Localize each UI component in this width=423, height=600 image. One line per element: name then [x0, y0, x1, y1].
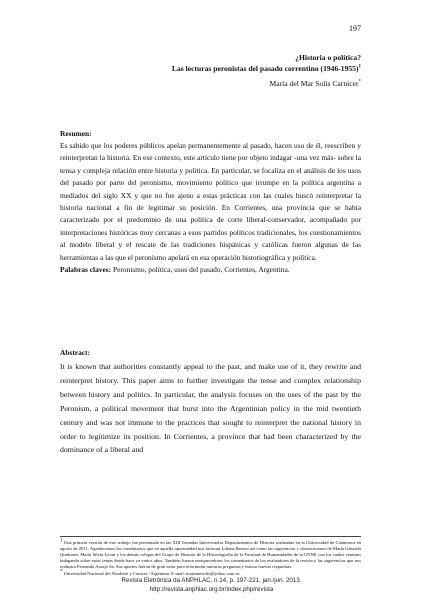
keywords-label: Palabras claves: — [60, 265, 112, 275]
author-name-text: María del Mar Solís Carnicer — [269, 79, 359, 88]
footnote-1 — [60, 540, 361, 570]
author-name — [40, 78, 361, 89]
footnote-author-text: Universidad Nacional del Nordeste y Conicet / Argentina. E-mail: marimarsolis@yahoo.com.ar. — [63, 571, 241, 576]
footnote-ref-1[interactable]: 1 — [358, 64, 361, 70]
abstract-heading: Abstract: — [60, 348, 90, 357]
journal-citation: Revista Eletrônica da ANPHLAC, n.14, p. 197-221, jan./jun. 2013. — [121, 577, 302, 584]
article-title: ¿Historia o política? — [295, 53, 361, 62]
resumen-text: Es sabido que los poderes públicos apelan permanentemente al pasado, hacen uso de él, reescriben y reinterpretan la historia. En ese contexto, este artículo tiene por objeto indagar -una vez más- sobre la tensa y compleja relación entre historia y política. En particular, se focaliza en el análisis de los usos del pasado por parte del peronismo, movimiento político que irrumpe en la política argentina a mediados del siglo XX y que no fue ajeno a estas prácticas con las cuales buscó reinterpretar la historia nacional a fin de legitimar su posición. En Corrientes, una provincia que se había caracterizado por el predominio de una política de corte liberal-conservador, acompañado por interpretaciones históricas muy cercanas a esos partidos políticos tradicionales, los cuestionamientos al modelo liberal y el rescate de las tradiciones hispánicas y católicas fueron algunas de las herramientas a las que el peronismo apelará en esa operación historiográfica y política. — [60, 141, 361, 262]
resumen-heading: Resumen: — [60, 129, 92, 138]
title-block — [40, 52, 361, 89]
article-subtitle-text: Las lecturas peronistas del pasado correntino (1946-1955) — [171, 64, 359, 73]
abstract-text: It is known that authorities constantly appeal to the past, and make use of it, they rewrite and reinterpret history. This paper aims to further investigate the tense and complex relationship between history and politics. In particular, the analysis focuses on the uses of the past by the Peronism, a political movement that burst into the Argentinian policy in the mid twentieth century and was not immune to the practices that sought to reinterpret the national history in order to legitimize its position. In Corrientes, a province that had been characterized by the dominance of a liberal and — [60, 362, 361, 455]
journal-url[interactable]: http://revista.anphlac.org.br/index.php/revista — [149, 586, 274, 593]
footnote-1-text: Una primera versión de este trabajo fue presentada en las XIII Jornadas Interescuelas Departamentos de Historia realizadas en la Universidad de Catamarca en agosto de 2011. Agradecemos los comentarios que en aquella oportunidad nos hicieran Liliana Brezzo así como las sugerencias y observaciones de María Gabriela Quiñonez, María Silvia Leoni y los demás colegas del Grupo de Historia de la Historiografía de la Facultad de Humanidades de la UNNE con los cuales venimos indagando sobre estos temas desde hace ya varios años. También fueron enriquecedores los comentarios de los evaluadores de la revista y las sugerencias que nos realizara Fernando Araujo Sa. Sus aportes fueron de gran valor para reformular nuestras preguntas y buscar nuevas respuestas. — [60, 540, 361, 569]
keywords-text: Peronismo, política, usos del pasado, Corrientes, Argentina. — [112, 265, 290, 275]
footnotes — [60, 536, 361, 578]
footnote-ref-author[interactable]: * — [358, 79, 361, 85]
footnote-1-mark: 1 — [60, 538, 63, 544]
footnote-author-mark: * — [60, 569, 63, 575]
resumen-section — [60, 129, 361, 276]
page-number: 197 — [349, 24, 361, 33]
abstract-section — [60, 348, 361, 457]
article-subtitle — [40, 63, 361, 74]
journal-footer — [0, 576, 423, 594]
keywords — [60, 264, 361, 276]
